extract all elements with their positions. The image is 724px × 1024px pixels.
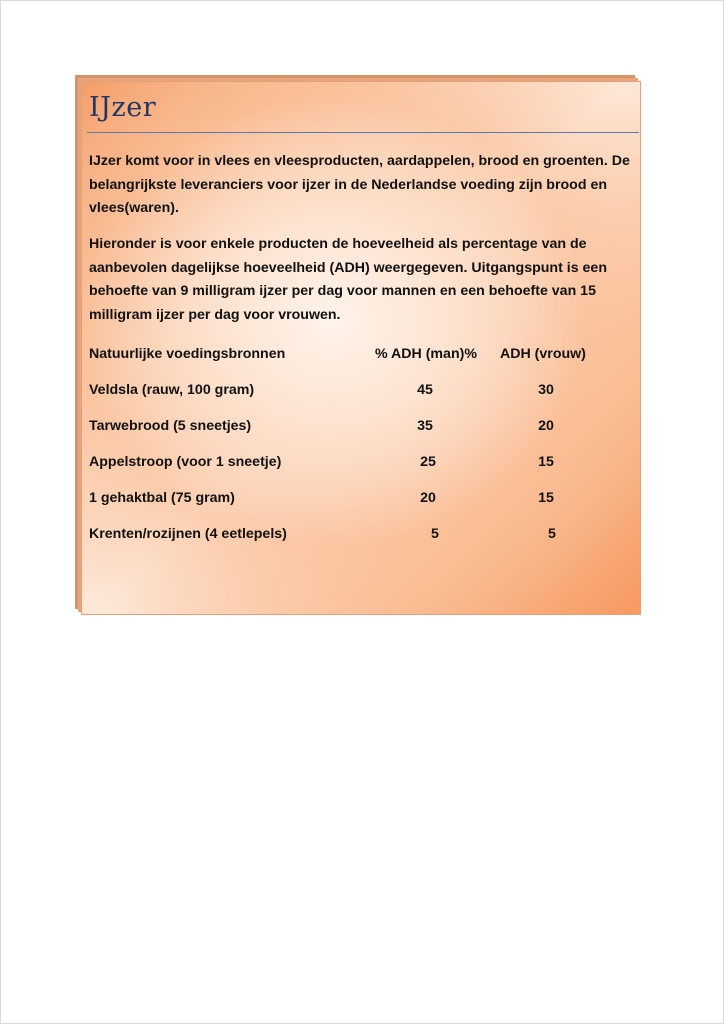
header-adh-vrouw: ADH (vrouw) (500, 346, 586, 362)
header-adh-man: % ADH (man)% (375, 346, 477, 362)
table-row (89, 452, 634, 472)
row-product: Tarwebrood (5 sneetjes) (89, 418, 252, 434)
row-adh-man: 35 (417, 418, 433, 434)
row-adh-vrouw: 15 (538, 490, 554, 506)
adh-paragraph: Hieronder is voor enkele producten de hoeveelheid als percentage van de aanbevolen dagelijkse hoeveelheid (ADH) weergegeven. Uitgangspunt is een behoefte van 9 milligram ijzer per dag voor mannen en een behoefte van 15 milligram ijzer per dag voor vrouwen. (89, 236, 607, 323)
table-row (89, 488, 634, 508)
row-adh-man: 20 (420, 490, 436, 506)
intro-paragraph: IJzer komt voor in vlees en vleesproducten, aardappelen, brood en groenten. De belangrijkste leveranciers voor ijzer in de Nederlandse voeding zijn brood en vlees(waren). (89, 153, 630, 216)
info-box (81, 81, 641, 615)
row-adh-vrouw: 5 (548, 526, 556, 542)
table-row (89, 416, 634, 436)
row-adh-vrouw: 15 (538, 454, 554, 470)
row-adh-man: 25 (420, 454, 436, 470)
row-product: Krenten/rozijnen (4 eetlepels) (89, 526, 287, 542)
row-adh-vrouw: 30 (538, 382, 554, 398)
title-underline (87, 132, 639, 133)
row-product: Veldsla (rauw, 100 gram) (89, 382, 255, 398)
row-adh-man: 45 (417, 382, 433, 398)
page-title: IJzer (89, 92, 157, 123)
table-header-row (89, 344, 634, 364)
row-product: 1 gehaktbal (75 gram) (89, 490, 235, 506)
row-adh-vrouw: 20 (538, 418, 554, 434)
row-adh-man: 5 (431, 526, 439, 542)
row-product: Appelstroop (voor 1 sneetje) (89, 454, 282, 470)
header-source: Natuurlijke voedingsbronnen (89, 346, 286, 362)
table-row (89, 380, 634, 400)
table-row (89, 524, 634, 544)
